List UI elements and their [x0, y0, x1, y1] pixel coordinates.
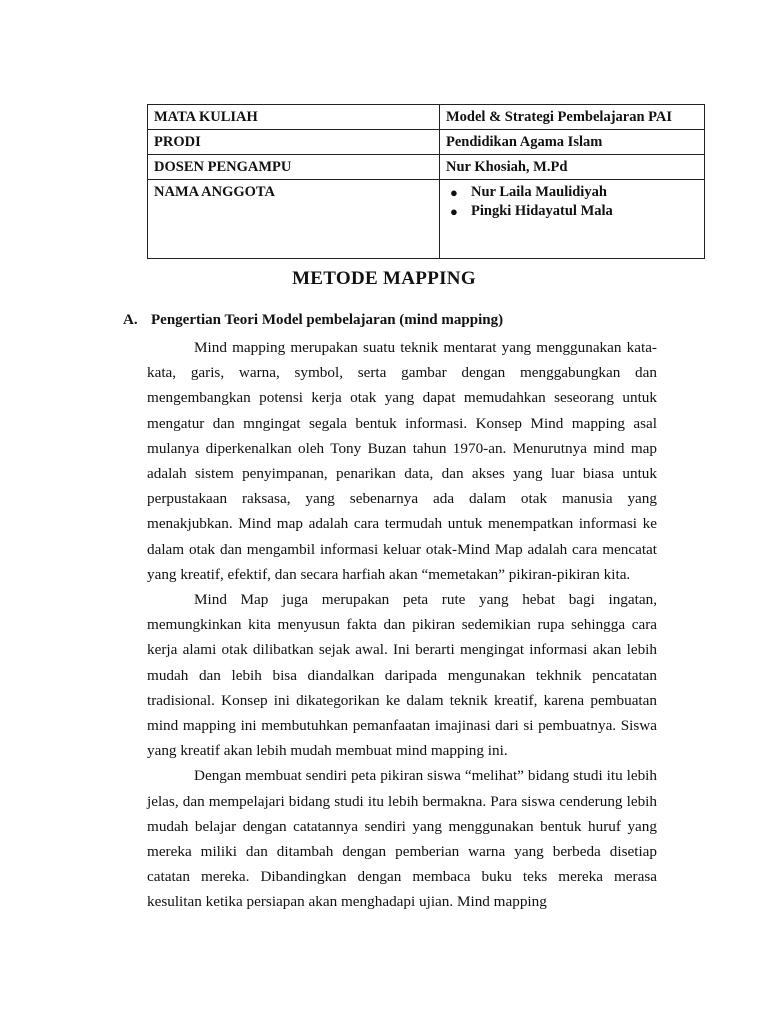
member-list	[446, 183, 698, 221]
table-row	[148, 155, 705, 180]
section-number: A.	[123, 312, 138, 328]
list-item	[446, 202, 698, 221]
table-row	[148, 130, 705, 155]
paragraph: Dengan membuat sendiri peta pikiran siswa “melihat” bidang studi itu lebih jelas, dan mempelajari bidang studi itu lebih bermakna. Para siswa cenderung lebih mudah belajar dengan catatannya sendiri yang menggunakan bentuk huruf yang mereka miliki dan ditambah dengan pemberian warna yang berbeda disetiap catatan mereka. Dibandingkan dengan membaca buku teks mereka merasa kesulitan ketika persiapan akan menghadapi ujian. Mind mapping	[147, 767, 657, 911]
paragraph: Mind mapping merupakan suatu teknik mentarat yang menggunakan kata-kata, garis, warna, symbol, serta gambar dengan menggabungkan dan mengembangkan potensi kerja otak yang dapat memudahkan seseorang untuk mengatur dan mngingat segala bentuk informasi. Konsep Mind mapping asal mulanya diperkenalkan oleh Tony Buzan tahun 1970-an. Menurutnya mind map adalah sistem penyimpanan, penarikan data, dan akses yang luar biasa untuk perpustakaan raksasa, yang sebenarnya ada dalam otak manusia yang menakjubkan. Mind map adalah cara termudah untuk menempatkan informasi ke dalam otak dan mengambil informasi keluar otak-Mind Map adalah cara mencatat yang kreatif, efektif, dan secara harfiah akan “memetakan” pikiran-pikiran kita.	[147, 339, 657, 583]
prodi-value: Pendidikan Agama Islam	[440, 130, 705, 155]
document-title: METODE MAPPING	[292, 268, 476, 289]
section-body	[147, 335, 657, 915]
section-heading	[123, 312, 503, 329]
mata-kuliah-label: MATA KULIAH	[148, 105, 440, 130]
nama-anggota-value	[440, 180, 705, 259]
paragraph: Mind Map juga merupakan peta rute yang hebat bagi ingatan, memungkinkan kita menyusun fakta dan pikiran sedemikian rupa sehingga cara kerja alami otak dilibatkan sejak awal. Ini berarti mengingat informasi akan lebih mudah dan lebih bisa diandalkan daripada mengunakan tekhnik pencatatan tradisional. Konsep ini dikategorikan ke dalam teknik kreatif, karena pembuatan mind mapping ini membutuhkan pemanfaatan imajinasi dari si pembuatnya. Siswa yang kreatif akan lebih mudah membuat mind mapping ini.	[147, 591, 657, 760]
table-row	[148, 180, 705, 259]
nama-anggota-label: NAMA ANGGOTA	[148, 180, 440, 259]
dosen-pengampu-label: DOSEN PENGAMPU	[148, 155, 440, 180]
bullet-icon: ●	[450, 204, 458, 219]
prodi-label: PRODI	[148, 130, 440, 155]
list-item	[446, 183, 698, 202]
bullet-icon: ●	[450, 185, 458, 200]
table-row	[148, 105, 705, 130]
member-name: Nur Laila Maulidiyah	[471, 184, 607, 200]
dosen-pengampu-value: Nur Khosiah, M.Pd	[440, 155, 705, 180]
section-heading-text: Pengertian Teori Model pembelajaran (mind mapping)	[151, 312, 504, 328]
mata-kuliah-value: Model & Strategi Pembelajaran PAI	[440, 105, 705, 130]
course-info-table	[147, 104, 705, 259]
member-name: Pingki Hidayatul Mala	[471, 203, 613, 219]
